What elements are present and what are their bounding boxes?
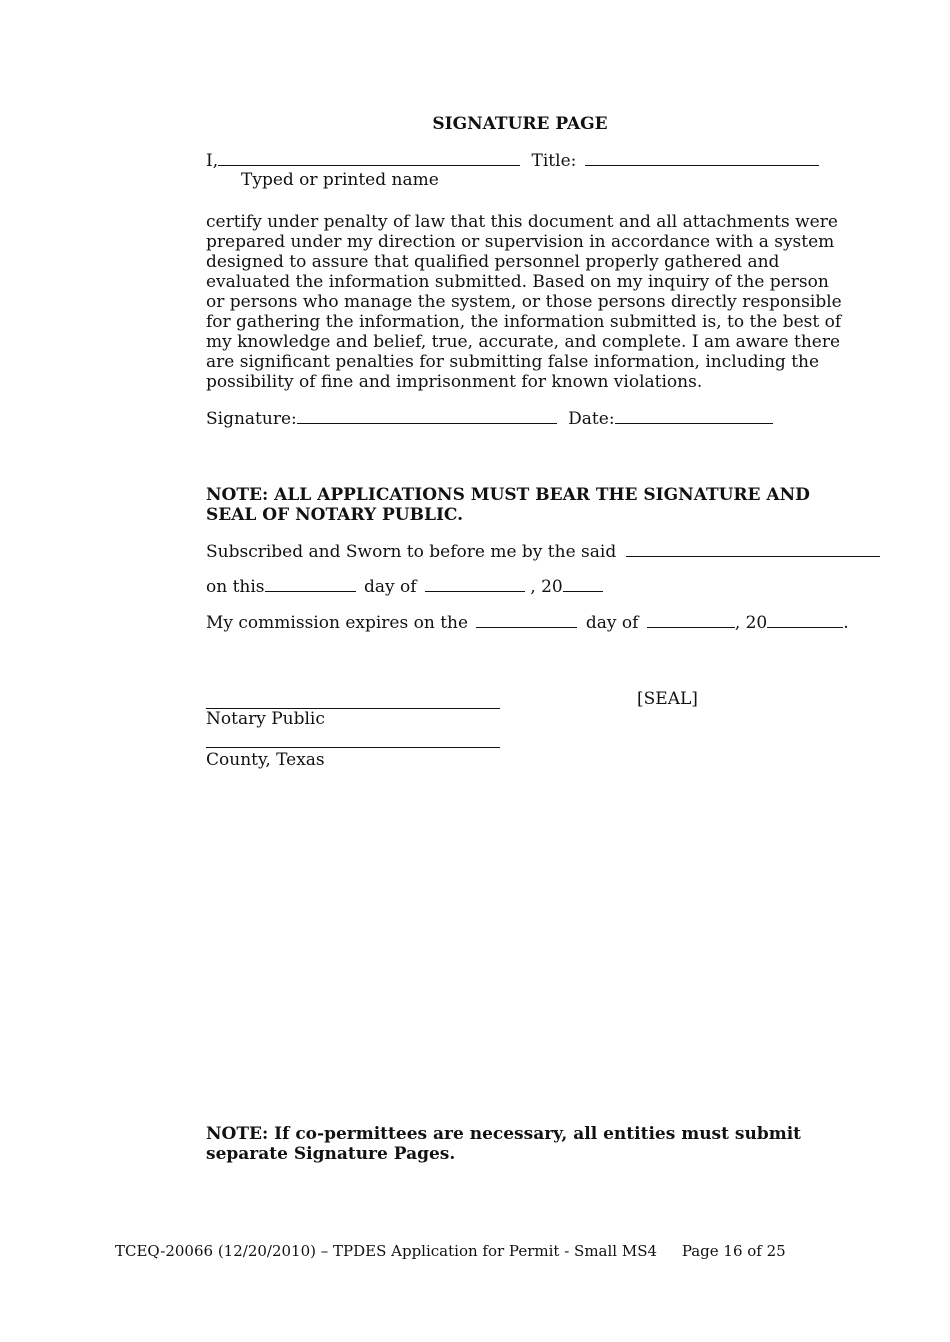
sworn-line <box>206 541 880 562</box>
certification-text: certify under penalty of law that this document and all attachments were prepared under my direction or supervision in accordance with a system designed to assure that qualified personnel properly gathered and evaluated the information submitted. Based on my inquiry of the person or persons who manage the system, or those persons directly responsible for gathering the information, the information submitted is, to the best of my knowledge and belief, true, accurate, and complete. I am aware there are significant penalties for submitting false information, including the possibility of fine and imprisonment for known violations. <box>206 212 842 392</box>
year-field[interactable] <box>563 576 603 592</box>
county-field[interactable] <box>206 747 500 748</box>
seal-label: [SEAL] <box>637 689 698 709</box>
day-of-label: day of <box>363 577 417 597</box>
name-line <box>206 150 819 171</box>
commission-month-field[interactable] <box>647 612 735 628</box>
sworn-name-field[interactable] <box>626 541 880 557</box>
title-field[interactable] <box>585 150 819 166</box>
commission-line <box>206 612 849 633</box>
date-field[interactable] <box>615 408 773 424</box>
name-prefix: I, <box>206 151 219 171</box>
title-label: Title: <box>531 151 577 171</box>
page-footer <box>115 1241 786 1261</box>
footer-form-id: TCEQ-20066 (12/20/2010) – TPDES Application for Permit - Small MS4 <box>115 1242 658 1260</box>
commission-year-prefix: , 20 <box>734 613 768 633</box>
commission-year-field[interactable] <box>767 612 843 628</box>
signature-line <box>206 408 773 429</box>
commission-day-field[interactable] <box>476 612 577 628</box>
commission-day-of-label: day of <box>585 613 639 633</box>
printed-name-field[interactable] <box>218 150 520 166</box>
commission-label: My commission expires on the <box>206 613 469 633</box>
county-label: County, Texas <box>206 750 325 770</box>
day-field[interactable] <box>265 576 356 592</box>
notary-public-label: Notary Public <box>206 709 325 729</box>
day-line <box>206 576 603 597</box>
commission-period: . <box>843 613 849 633</box>
signature-field[interactable] <box>297 408 557 424</box>
footer-page-number: Page 16 of 25 <box>681 1242 786 1260</box>
month-field[interactable] <box>425 576 525 592</box>
year-prefix: , 20 <box>530 577 563 597</box>
signature-label: Signature: <box>206 409 297 429</box>
name-caption: Typed or printed name <box>241 170 439 190</box>
date-label: Date: <box>568 409 615 429</box>
on-this-label: on this <box>206 577 265 597</box>
sworn-label: Subscribed and Sworn to before me by the said <box>206 542 617 562</box>
page-title: SIGNATURE PAGE <box>432 114 608 134</box>
notary-note: NOTE: ALL APPLICATIONS MUST BEAR THE SIGNATURE AND SEAL OF NOTARY PUBLIC. <box>206 485 810 525</box>
copermittee-note: NOTE: If co-permittees are necessary, all entities must submit separate Signature Pages. <box>206 1124 802 1164</box>
